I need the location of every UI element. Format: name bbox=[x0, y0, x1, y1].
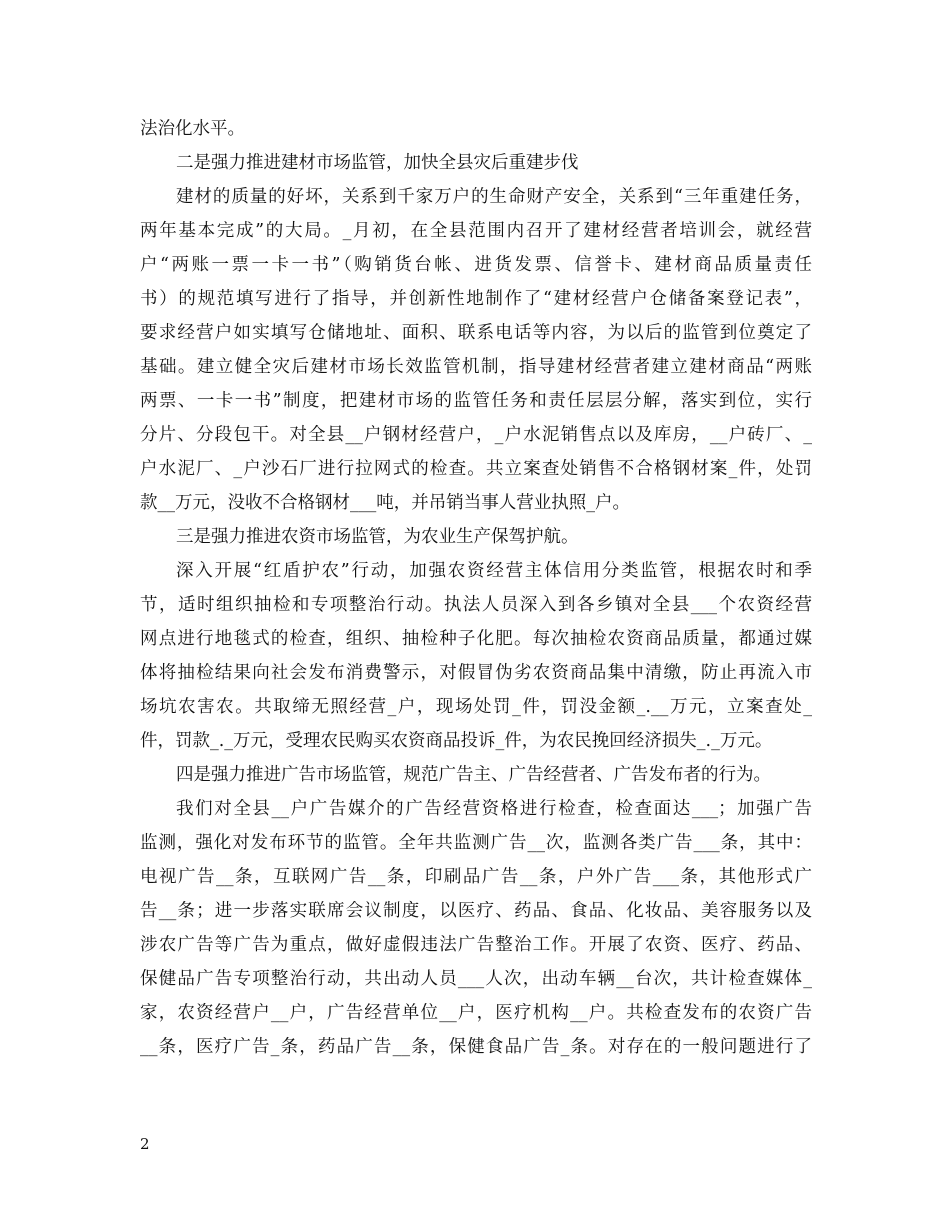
paragraph-line: 深入开展“红盾护农”行动，加强农资经营主体信用分类监管，根据农时和季 bbox=[176, 561, 812, 581]
paragraph-line: 建材的质量的好坏，关系到千家万户的生命财产安全，关系到“三年重建任务， bbox=[176, 187, 812, 207]
paragraph-line: __条，医疗广告_条，药品广告__条，保健食品广告_条。对存在的一般问题进行了 bbox=[140, 1037, 812, 1057]
paragraph-line: 监测，强化对发布环节的监管。全年共监测广告__次，监测各类广告___条，其中： bbox=[140, 833, 812, 853]
paragraph-line: 要求经营户如实填写仓储地址、面积、联系电话等内容，为以后的监管到位奠定了 bbox=[140, 323, 812, 343]
paragraph-line: 两票、一卡一书”制度，把建材市场的监管任务和责任层层分解，落实到位，实行 bbox=[140, 391, 812, 411]
paragraph-line: 法治化水平。 bbox=[140, 119, 245, 139]
paragraph-line: 书）的规范填写进行了指导，并创新性地制作了“建材经营户仓储备案登记表”， bbox=[140, 289, 812, 309]
paragraph-line: 基础。建立健全灾后建材市场长效监管机制，指导建材经营者建立建材商品“两账 bbox=[140, 357, 812, 377]
paragraph-line: 节，适时组织抽检和专项整治行动。执法人员深入到各乡镇对全县___个农资经营 bbox=[140, 595, 812, 615]
paragraph-line: 网点进行地毯式的检查，组织、抽检种子化肥。每次抽检农资商品质量，都通过媒 bbox=[140, 629, 812, 649]
paragraph-line: 涉农广告等广告为重点，做好虚假违法广告整治工作。开展了农资、医疗、药品、 bbox=[140, 935, 812, 955]
paragraph-line: 告__条；进一步落实联席会议制度，以医疗、药品、食品、化妆品、美容服务以及 bbox=[140, 901, 812, 921]
paragraph-line: 场坑农害农。共取缔无照经营_户，现场处罚_件，罚没金额_.__万元，立案查处_ bbox=[140, 697, 812, 717]
paragraph-line: 款__万元，没收不合格钢材___吨，并吊销当事人营业执照_户。 bbox=[140, 493, 630, 513]
paragraph-line: 电视广告__条，互联网广告__条，印刷品广告__条，户外广告___条，其他形式广 bbox=[140, 867, 812, 887]
paragraph-line: 件，罚款_._万元，受理农民购买农资商品投诉_件，为农民挽回经济损失_._万元。 bbox=[140, 731, 773, 751]
body-text bbox=[140, 112, 812, 1064]
page-number: 2 bbox=[140, 1135, 150, 1153]
paragraph-line: 户“两账一票一卡一书”（购销货台帐、进货发票、信誉卡、建材商品质量责任 bbox=[140, 255, 812, 275]
paragraph-line: 保健品广告专项整治行动，共出动人员___人次，出动车辆__台次，共计检查媒体_ bbox=[140, 969, 812, 989]
paragraph-line: 体将抽检结果向社会发布消费警示，对假冒伪劣农资商品集中清缴，防止再流入市 bbox=[140, 663, 812, 683]
paragraph-line: 户水泥厂、_户沙石厂进行拉网式的检查。共立案查处销售不合格钢材案_件，处罚 bbox=[140, 459, 812, 479]
section-heading: 三是强力推进农资市场监管，为农业生产保驾护航。 bbox=[176, 527, 579, 547]
section-heading: 二是强力推进建材市场监管，加快全县灾后重建步伐 bbox=[176, 153, 579, 173]
paragraph-line: 我们对全县__户广告媒介的广告经营资格进行检查，检查面达___；加强广告 bbox=[176, 799, 812, 819]
paragraph-line: 分片、分段包干。对全县__户钢材经营户，_户水泥销售点以及库房，__户砖厂、_ bbox=[140, 425, 812, 445]
section-heading: 四是强力推进广告市场监管，规范广告主、广告经营者、广告发布者的行为。 bbox=[176, 765, 771, 785]
paragraph-line: 家，农资经营户__户，广告经营单位__户，医疗机构__户。共检查发布的农资广告 bbox=[140, 1003, 812, 1023]
paragraph-line: 两年基本完成”的大局。_月初，在全县范围内召开了建材经营者培训会，就经营 bbox=[140, 221, 812, 241]
